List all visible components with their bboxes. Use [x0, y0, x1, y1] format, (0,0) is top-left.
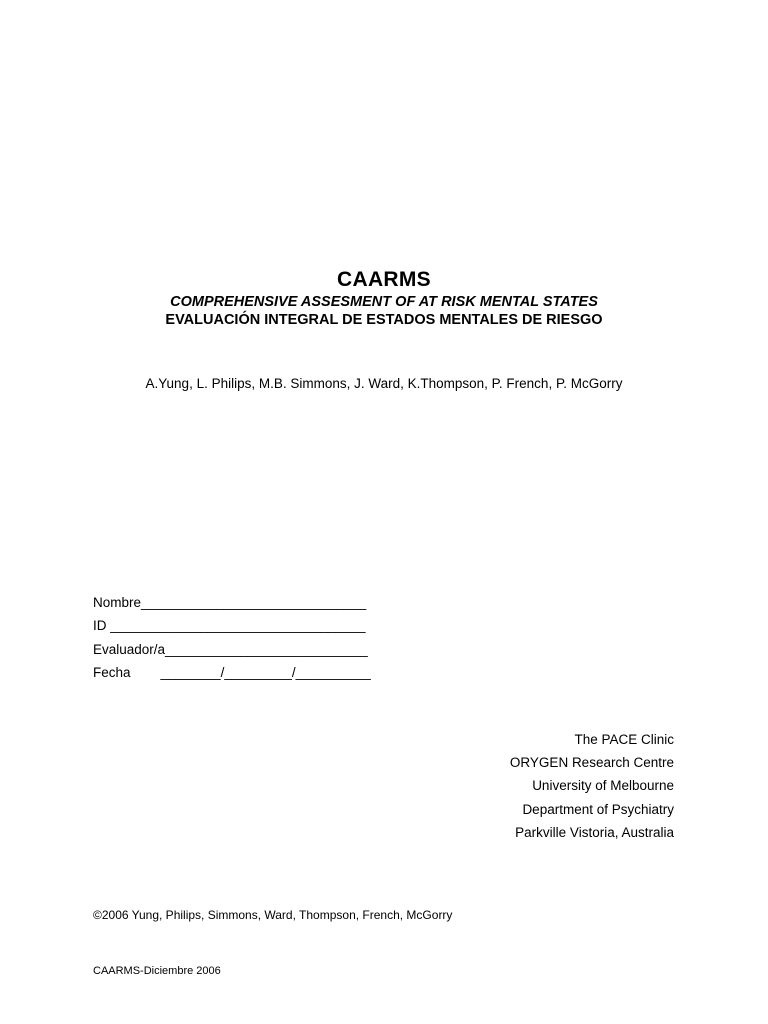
fecha-field: Fecha ________/_________/__________	[93, 664, 371, 680]
institution-line: Parkville Vistoria, Australia	[515, 824, 674, 840]
subtitle-spanish: EVALUACIÓN INTEGRAL DE ESTADOS MENTALES DE RIESGO	[165, 312, 603, 328]
id-field: ID __________________________________	[93, 618, 366, 634]
authors-line: A.Yung, L. Philips, M.B. Simmons, J. Ward, K.Thompson, P. French, P. McGorry	[145, 376, 623, 391]
institution-line: ORYGEN Research Centre	[509, 755, 674, 771]
evaluador-field: Evaluador/a___________________________	[93, 641, 368, 657]
subtitle-english: COMPREHENSIVE ASSESMENT OF AT RISK MENTAL STATES	[170, 294, 598, 310]
document-title: CAARMS	[337, 268, 431, 291]
nombre-field: Nombre______________________________	[93, 595, 367, 610]
institution-block	[510, 731, 674, 847]
copyright-notice: ©2006 Yung, Philips, Simmons, Ward, Thompson, French, McGorry	[93, 908, 453, 922]
footer-label: CAARMS-Diciembre 2006	[93, 965, 221, 977]
identification-form	[93, 594, 371, 687]
institution-line: Department of Psychiatry	[522, 801, 674, 817]
institution-line: University of Melbourne	[532, 778, 674, 794]
institution-line: The PACE Clinic	[574, 732, 674, 747]
